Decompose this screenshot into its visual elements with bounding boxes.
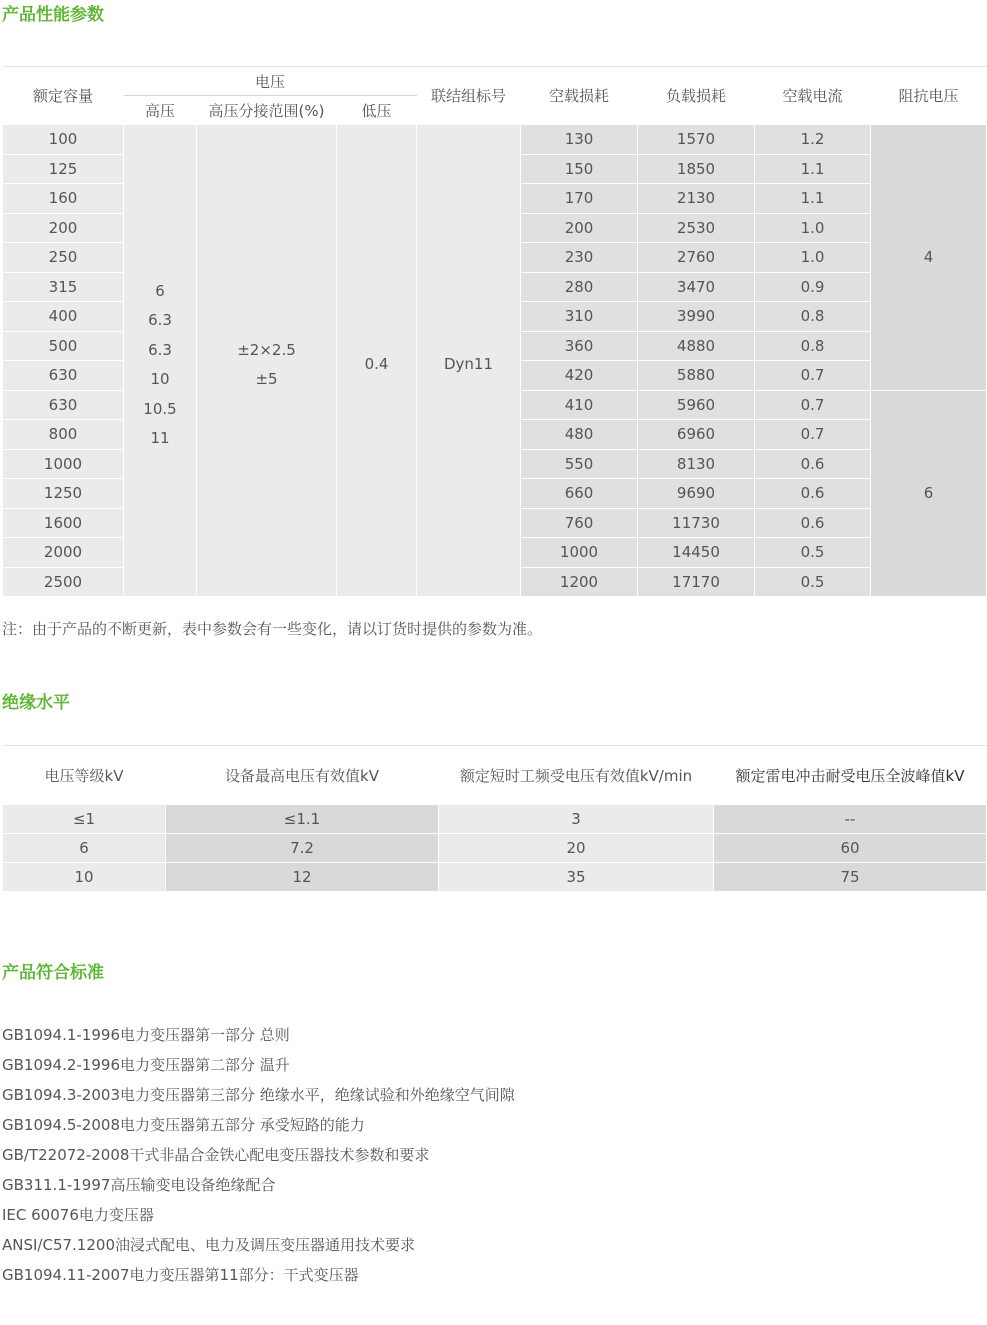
no-load-current-cell: 1.1 <box>755 154 871 184</box>
no-load-current-cell: 0.6 <box>755 449 871 479</box>
capacity-cell: 1600 <box>3 508 124 538</box>
capacity-cell: 500 <box>3 331 124 361</box>
low-voltage-cell: 0.4 <box>337 125 417 597</box>
capacity-cell: 630 <box>3 390 124 420</box>
insulation-cell: 75 <box>714 863 987 892</box>
header-vector-group: 联结组标号 <box>417 67 521 125</box>
header-voltage: 电压 <box>124 67 417 96</box>
no-load-loss-cell: 1200 <box>521 567 638 597</box>
standards-list <box>2 1020 515 1290</box>
impedance-cell: 6 <box>871 390 987 597</box>
insulation-cell: 12 <box>166 863 439 892</box>
no-load-current-cell: 0.9 <box>755 272 871 302</box>
standard-item: GB/T22072-2008干式非晶合金铁心配电变压器技术参数和要求 <box>2 1146 430 1164</box>
tap-range-value: ±5 <box>255 370 278 388</box>
vector-group-cell: Dyn11 <box>417 125 521 597</box>
table-row <box>3 805 987 834</box>
table-row <box>3 834 987 863</box>
no-load-loss-cell: 310 <box>521 302 638 332</box>
header-no-load-current: 空载电流 <box>755 67 871 125</box>
ins-header-lightning-impulse: 额定雷电冲击耐受电压全波峰值kV <box>714 746 987 805</box>
insulation-cell: -- <box>714 805 987 834</box>
load-loss-cell: 11730 <box>638 508 755 538</box>
load-loss-cell: 5880 <box>638 361 755 391</box>
insulation-cell: 60 <box>714 834 987 863</box>
performance-section-title: 产品性能参数 <box>2 5 104 25</box>
standard-item: GB1094.2-1996电力变压器第二部分 温升 <box>2 1056 290 1074</box>
no-load-loss-cell: 550 <box>521 449 638 479</box>
no-load-current-cell: 0.8 <box>755 331 871 361</box>
capacity-cell: 125 <box>3 154 124 184</box>
header-low-voltage: 低压 <box>361 101 392 120</box>
load-loss-cell: 4880 <box>638 331 755 361</box>
no-load-loss-cell: 150 <box>521 154 638 184</box>
no-load-loss-cell: 200 <box>521 213 638 243</box>
capacity-cell: 1250 <box>3 479 124 509</box>
standard-item: GB1094.11-2007电力变压器第11部分：干式变压器 <box>2 1266 359 1284</box>
high-voltage-value: 6.3 <box>148 340 172 359</box>
insulation-cell: 6 <box>3 834 166 863</box>
no-load-current-cell: 0.7 <box>755 390 871 420</box>
no-load-current-cell: 0.6 <box>755 508 871 538</box>
insulation-cell: 7.2 <box>166 834 439 863</box>
capacity-cell: 800 <box>3 420 124 450</box>
table-note: 注：由于产品的不断更新，表中参数会有一些变化，请以订货时提供的参数为准。 <box>2 620 543 638</box>
capacity-cell: 1000 <box>3 449 124 479</box>
no-load-current-cell: 1.0 <box>755 213 871 243</box>
load-loss-cell: 17170 <box>638 567 755 597</box>
load-loss-cell: 3990 <box>638 302 755 332</box>
no-load-current-cell: 0.5 <box>755 567 871 597</box>
tap-range-value: ±2×2.5 <box>237 340 296 359</box>
high-voltage-cell <box>124 125 197 597</box>
capacity-cell: 2500 <box>3 567 124 597</box>
standard-item: GB1094.1-1996电力变压器第一部分 总则 <box>2 1026 290 1044</box>
no-load-current-cell: 1.0 <box>755 243 871 273</box>
high-voltage-value: 10 <box>150 370 170 388</box>
standards-section-title: 产品符合标准 <box>2 963 104 983</box>
high-voltage-value: 10.5 <box>143 399 177 418</box>
standard-item: IEC 60076电力变压器 <box>2 1206 154 1224</box>
high-voltage-value: 11 <box>150 429 170 447</box>
header-impedance-voltage: 阻抗电压 <box>871 67 987 125</box>
performance-table <box>2 66 987 597</box>
load-loss-cell: 9690 <box>638 479 755 509</box>
no-load-loss-cell: 130 <box>521 125 638 155</box>
capacity-cell: 315 <box>3 272 124 302</box>
high-voltage-value: 6.3 <box>148 311 172 329</box>
capacity-cell: 250 <box>3 243 124 273</box>
insulation-cell: ≤1.1 <box>166 805 439 834</box>
no-load-current-cell: 0.8 <box>755 302 871 332</box>
no-load-loss-cell: 410 <box>521 390 638 420</box>
load-loss-cell: 1570 <box>638 125 755 155</box>
no-load-loss-cell: 1000 <box>521 538 638 568</box>
capacity-cell: 400 <box>3 302 124 332</box>
no-load-current-cell: 1.1 <box>755 184 871 214</box>
no-load-loss-cell: 280 <box>521 272 638 302</box>
header-tap-range: 高压分接范围(%) <box>208 101 325 120</box>
header-load-loss: 负载损耗 <box>638 67 755 125</box>
no-load-current-cell: 0.7 <box>755 420 871 450</box>
table-row <box>3 125 987 155</box>
insulation-cell: 35 <box>439 863 714 892</box>
standard-item: GB311.1-1997高压输变电设备绝缘配合 <box>2 1176 276 1194</box>
no-load-loss-cell: 170 <box>521 184 638 214</box>
header-high-voltage: 高压 <box>144 101 175 120</box>
no-load-loss-cell: 420 <box>521 361 638 391</box>
no-load-current-cell: 0.6 <box>755 479 871 509</box>
header-no-load-loss: 空载损耗 <box>521 67 638 125</box>
no-load-current-cell: 0.7 <box>755 361 871 391</box>
insulation-section-title: 绝缘水平 <box>2 693 70 713</box>
table-row <box>3 863 987 892</box>
insulation-cell: ≤1 <box>3 805 166 834</box>
load-loss-cell: 2530 <box>638 213 755 243</box>
load-loss-cell: 5960 <box>638 390 755 420</box>
no-load-loss-cell: 480 <box>521 420 638 450</box>
load-loss-cell: 1850 <box>638 154 755 184</box>
tap-range-cell <box>197 125 337 597</box>
capacity-cell: 2000 <box>3 538 124 568</box>
load-loss-cell: 14450 <box>638 538 755 568</box>
standard-item: ANSI/C57.1200油浸式配电、电力及调压变压器通用技术要求 <box>2 1236 415 1254</box>
load-loss-cell: 8130 <box>638 449 755 479</box>
standard-item: GB1094.3-2003电力变压器第三部分 绝缘水平，绝缘试验和外绝缘空气间隙 <box>2 1086 515 1104</box>
capacity-cell: 100 <box>3 125 124 155</box>
ins-header-power-frequency: 额定短时工频受电压有效值kV/min <box>439 746 714 805</box>
no-load-loss-cell: 360 <box>521 331 638 361</box>
load-loss-cell: 3470 <box>638 272 755 302</box>
standard-item: GB1094.5-2008电力变压器第五部分 承受短路的能力 <box>2 1116 365 1134</box>
no-load-current-cell: 1.2 <box>755 125 871 155</box>
high-voltage-value: 6 <box>155 281 165 300</box>
ins-header-max-voltage: 设备最高电压有效值kV <box>166 746 439 805</box>
no-load-loss-cell: 760 <box>521 508 638 538</box>
insulation-table <box>2 745 987 892</box>
impedance-cell: 4 <box>871 125 987 391</box>
insulation-cell: 10 <box>3 863 166 892</box>
no-load-loss-cell: 230 <box>521 243 638 273</box>
capacity-cell: 630 <box>3 361 124 391</box>
capacity-cell: 200 <box>3 213 124 243</box>
load-loss-cell: 2130 <box>638 184 755 214</box>
no-load-current-cell: 0.5 <box>755 538 871 568</box>
header-rated-capacity: 额定容量 <box>3 67 124 125</box>
insulation-cell: 20 <box>439 834 714 863</box>
capacity-cell: 160 <box>3 184 124 214</box>
ins-header-voltage-level: 电压等级kV <box>3 746 166 805</box>
load-loss-cell: 6960 <box>638 420 755 450</box>
insulation-cell: 3 <box>439 805 714 834</box>
no-load-loss-cell: 660 <box>521 479 638 509</box>
load-loss-cell: 2760 <box>638 243 755 273</box>
